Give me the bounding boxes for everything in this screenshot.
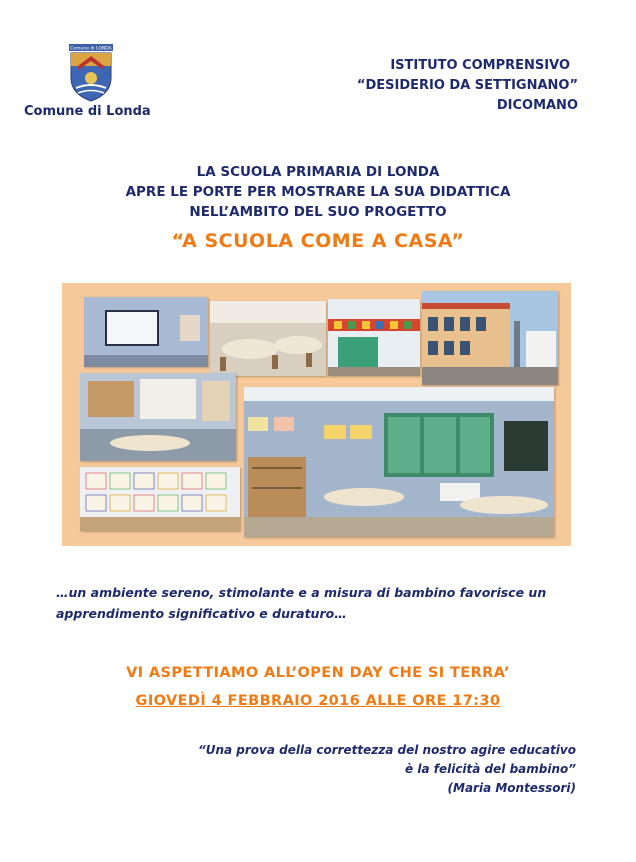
school-name-block: [357, 56, 578, 116]
announcement-title: [0, 162, 636, 222]
title-line-2: APRE LE PORTE PER MOSTRARE LA SUA DIDATTICA: [125, 184, 511, 200]
open-day-date: GIOVEDÌ 4 FEBBRAIO 2016 ALLE ORE 17:30: [135, 693, 501, 709]
photo-collage: [62, 283, 571, 546]
quote-author: (Maria Montessori): [447, 781, 576, 795]
quote-line-2: è la felicità del bambino”: [405, 762, 576, 776]
school-line-3: DICOMANO: [496, 98, 578, 113]
photo-bulletin-board-room: [80, 373, 236, 461]
photo-drawings-wall: [80, 467, 240, 531]
photo-whiteboard-classroom: [84, 297, 208, 367]
project-name: “A SCUOLA COME A CASA”: [171, 230, 465, 252]
title-line-1: LA SCUOLA PRIMARIA DI LONDA: [196, 164, 440, 180]
tagline-line-2: apprendimento significativo e duraturo…: [56, 606, 347, 621]
open-day-invitation: VI ASPETTIAMO ALL’OPEN DAY CHE SI TERRA’: [126, 665, 510, 681]
municipality-crest: [66, 44, 116, 102]
municipality-name: Comune di Londa: [24, 104, 151, 119]
school-line-1: ISTITUTO COMPRENSIVO: [390, 58, 570, 73]
svg-text:Comune di LONDA: Comune di LONDA: [70, 46, 112, 52]
school-line-2: “DESIDERIO DA SETTIGNANO”: [356, 78, 578, 93]
photo-main-classroom: [244, 387, 554, 537]
montessori-quote: [198, 741, 576, 798]
quote-line-1: “Una prova della correttezza del nostro agire educativo: [197, 743, 576, 757]
title-line-3: NELL’AMBITO DEL SUO PROGETTO: [189, 204, 447, 220]
photo-tables-classroom: [210, 301, 326, 376]
tagline-line-1: …un ambiente sereno, stimolante e a misura di bambino favorisce un: [56, 585, 547, 600]
photo-alphabet-corridor: [328, 299, 420, 376]
photo-school-building: [422, 291, 558, 385]
tagline: [56, 582, 586, 624]
